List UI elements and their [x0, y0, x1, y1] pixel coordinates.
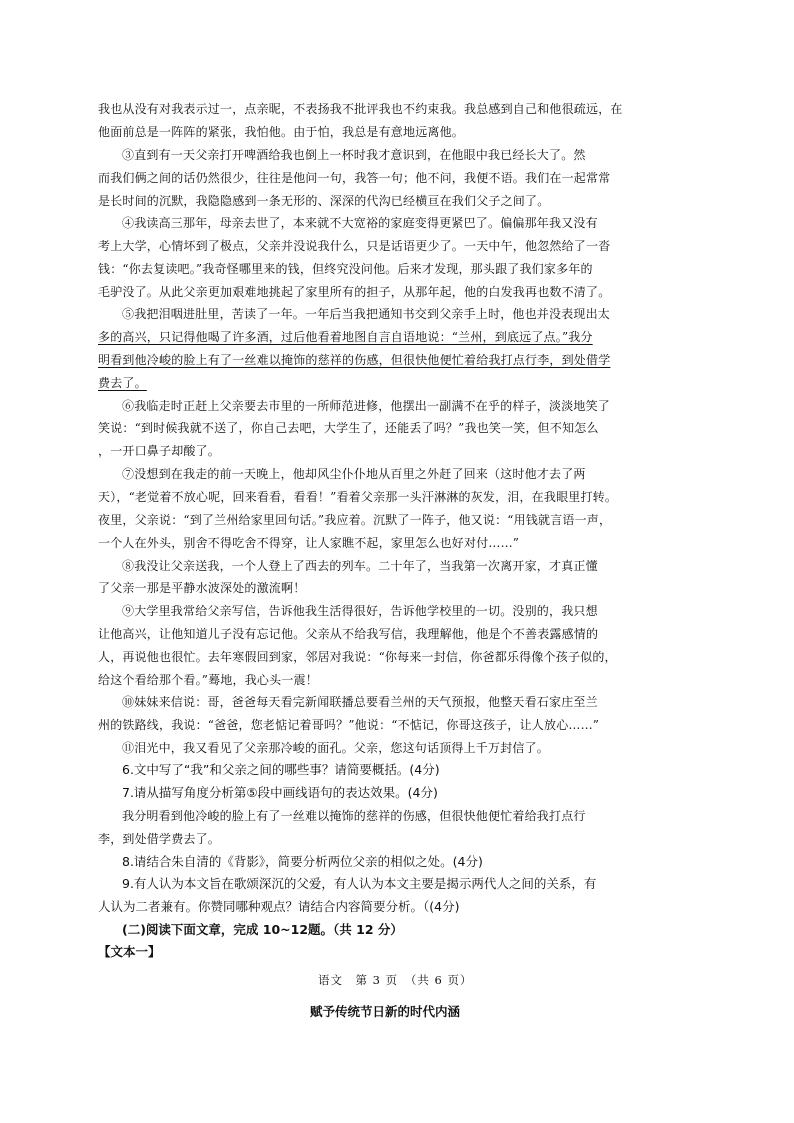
- question-6: 6.文中写了“我”和父亲之间的哪些事？请简要概括。(4分): [122, 762, 440, 777]
- passage-line-24: 让他高兴，让他知道儿子没有忘记他。父亲从不给我写信，我理解他，他是个不善表露感情的: [98, 627, 599, 641]
- passage-line-12: 明看到他冷峻的脸上有了一丝难以掩饰的慈祥的伤感，但很快他便忙着给我打点行李，到处借学: [98, 353, 611, 367]
- passage-line-2: 他面前总是一阵阵的紧张，我怕他。由于怕，我总是有意地远离他。: [98, 125, 465, 139]
- passage-line-29: ⑪泪光中，我又看见了父亲那冷峻的面孔。父亲，您这句话顶得上千万封信了。: [122, 741, 550, 755]
- passage-line-26: 给这个看给那个看。”蓦地，我心头一震！: [98, 673, 318, 687]
- passage-line-13: 费去了。: [98, 376, 147, 390]
- passage-line-11: 多的高兴，只记得他喝了许多酒，过后他看着地图自言自语地说：“兰州，到底远了点。”我分: [98, 330, 593, 344]
- text-one-label: 【文本一】: [98, 944, 161, 959]
- question-9-line-2: 人认为二者兼有。你赞同哪种观点？请结合内容简要分析。（(4分): [98, 899, 460, 914]
- passage-line-16: ，一开口鼻子却酸了。: [98, 444, 221, 458]
- passage-line-6: ④我读高三那年，母亲去世了，本来就不大宽裕的家庭变得更紧巴了。偏偏那年我又没有: [122, 216, 598, 230]
- passage-line-20: 一个人在外头，别舍不得吃舍不得穿，让人家瞧不起，家里怎么也好对付……”: [98, 536, 520, 550]
- passage-line-10: ⑤我把泪咽进肚里，苦读了一年。一年后当我把通知书交到父亲手上时，他也并没表现出太: [122, 307, 611, 321]
- passage-line-1: 我也从没有对我表示过一，点亲昵，不表扬我不批评我也不约束我。我总感到自己和他很疏远，在: [98, 102, 623, 116]
- passage-line-17: ⑦没想到在我走的前一天晚上，他却风尘仆仆地从百里之外赶了回来（这时他才去了两: [122, 467, 586, 481]
- question-8: 8.请结合朱自清的《背影》，简要分析两位父亲的相似之处。(4分): [122, 854, 483, 869]
- passage-line-27: ⑩妹妹来信说：哥，爸爸每天看完新闻联播总要看兰州的天气预报，他整天看石家庄至兰: [122, 695, 598, 709]
- passage-line-22: 了父亲一那是平静水波深处的激流啊！: [98, 581, 306, 595]
- passage-line-4: 而我们俩之间的话仍然很少，往往是他问一句，我答一句；他不问，我便不语。我们在一起常常: [98, 171, 611, 185]
- passage-line-23: ⑨大学里我常给父亲写信，告诉他我生活得很好，告诉他学校里的一切。没别的，我只想: [122, 604, 598, 618]
- question-7-quote-line-2: 李，到处借学费去了。: [98, 832, 221, 846]
- passage-line-8: 钱：“你去复读吧。”我奇怪哪里来的钱，但终究没问他。后来才发现，那头跟了我们家多年的: [98, 262, 593, 276]
- passage-line-25: 人，再说他也很忙。去年寒假回到家，邻居对我说：“你每来一封信，你爸都乐得像个孩子似的，: [98, 650, 617, 664]
- question-9-line-1: 9.有人认为本文旨在歌颂深沉的父爱，有人认为本文主要是揭示两代人之间的关系，有: [122, 876, 597, 891]
- passage-line-28: 州的铁路线，我说：“爸爸，您老惦记着哥吗？”他说：“不惦记，你哥这孩子，让人放心……”: [98, 718, 600, 732]
- next-article-title: 赋予传统节日新的时代内涵: [310, 1004, 461, 1019]
- passage-line-19: 夜里，父亲说：“到了兰州给家里回句话。”我应着。沉默了一阵子，他又说：“用钱就言语一声，: [98, 513, 612, 527]
- question-7: 7.请从描写角度分析第⑤段中画线语句的表达效果。(4分): [122, 785, 438, 800]
- passage-line-3: ③直到有一天父亲打开啤酒给我也倒上一杯时我才意识到，在他眼中我已经长大了。然: [122, 148, 586, 162]
- page-footer: 语文 第 3 页 （共 6 页）: [318, 973, 473, 987]
- passage-line-21: ⑧我没让父亲送我，一个人登上了西去的列车。二十年了，当我第一次离开家，才真正懂: [122, 559, 598, 573]
- passage-line-14: ⑥我临走时正赶上父亲要去市里的一所师范进修，他摆出一副满不在乎的样子，淡淡地笑了: [122, 399, 611, 413]
- question-7-quote-line-1: 我分明看到他冷峻的脸上有了一丝难以掩饰的慈祥的伤感，但很快他便忙着给我打点行: [122, 809, 586, 823]
- passage-line-7: 考上大学，心情坏到了极点，父亲并没说我什么，只是话语更少了。一天中午，他忽然给了一沓: [98, 239, 611, 253]
- passage-line-9: 毛驴没了。从此父亲更加艰难地挑起了家里所有的担子，从那年起，他的白发我再也数不清了。: [98, 285, 611, 299]
- section-2-heading: (二)阅读下面文章，完成 10~12题。（共 12 分）: [122, 922, 403, 937]
- passage-line-5: 是长时间的沉默，我隐隐感到一条无形的、深深的代沟已经横亘在我们父子之间了。: [98, 194, 550, 208]
- passage-line-18: 天），“老觉着不放心呢，回来看看，看看！”看着父亲那一头汗淋淋的灰发，泪，在我眼里打转。: [98, 490, 618, 504]
- passage-line-15: 笑说：“到时候我就不送了，你自己去吧，大学生了，还能丢了吗？”我也笑一笑，但不知怎么: [98, 421, 599, 435]
